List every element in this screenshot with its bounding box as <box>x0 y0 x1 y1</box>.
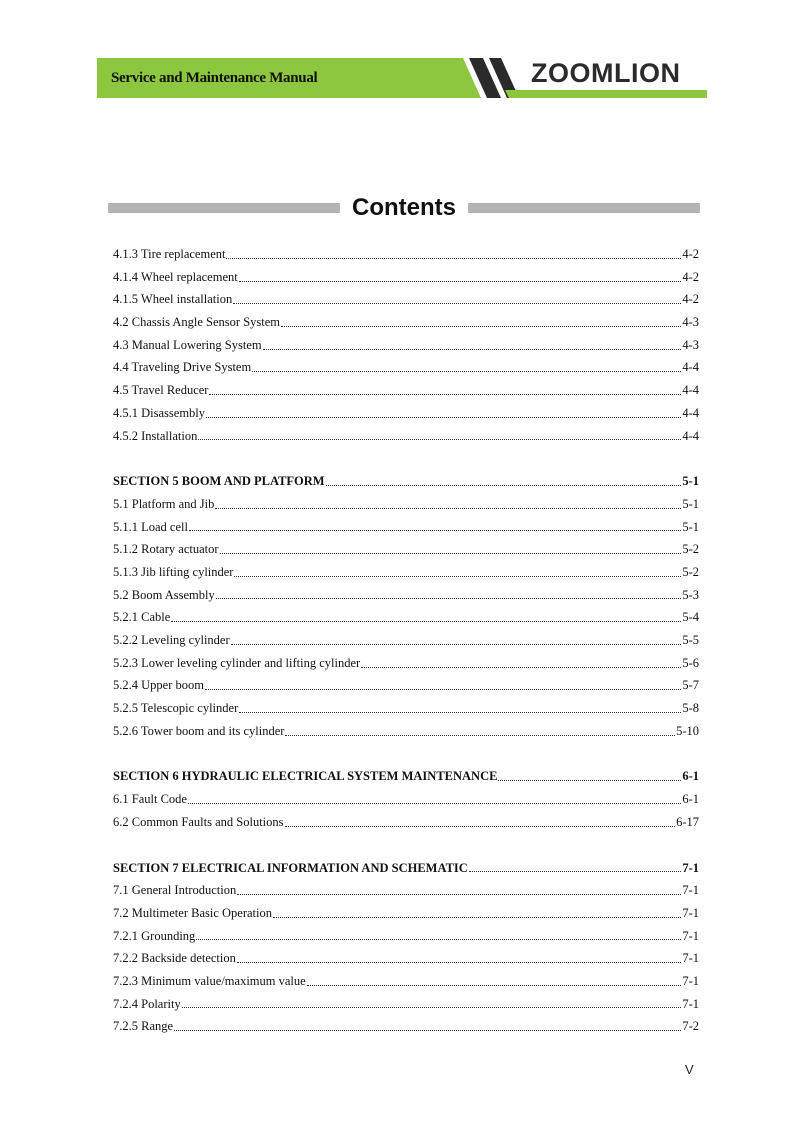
dot-leader <box>206 417 681 418</box>
toc-entry[interactable] <box>113 561 699 584</box>
dot-leader <box>188 803 681 804</box>
toc-entry-label: 4.5.2 Installation <box>113 428 198 443</box>
toc-entry-label: 4.1.3 Tire replacement <box>113 247 226 261</box>
toc-entry-page: 6-17 <box>676 814 699 829</box>
section-gap <box>113 742 699 765</box>
dot-leader <box>220 553 682 554</box>
dot-leader <box>205 689 681 690</box>
dot-leader <box>196 939 681 940</box>
toc-entry-page: 5-10 <box>676 723 699 738</box>
toc-entry-label: 4.3 Manual Lowering System <box>113 337 262 352</box>
section-gap <box>113 447 699 470</box>
toc-entry-page: 4-3 <box>682 337 699 352</box>
toc-entry-page: 7-1 <box>682 860 699 875</box>
toc-section-heading[interactable] <box>113 857 699 880</box>
toc-entry-page: 7-1 <box>682 928 699 943</box>
toc-entry-page: 5-2 <box>682 564 699 579</box>
toc-entry[interactable] <box>113 311 699 334</box>
toc-entry[interactable] <box>113 516 699 539</box>
toc-entry-page: 4-4 <box>682 405 699 420</box>
toc-entry-label: 4.2 Chassis Angle Sensor System <box>113 315 281 330</box>
toc-entry-label: 7.2 Multimeter Basic Operation <box>113 905 272 920</box>
dot-leader <box>239 712 681 713</box>
toc-section-heading[interactable] <box>113 765 699 788</box>
toc-entry[interactable] <box>113 538 699 561</box>
toc-entry-label: 7.2.2 Backside detection <box>113 951 236 966</box>
heading-bar-right <box>468 203 700 213</box>
toc-entry-label: 7.2.4 Polarity <box>113 996 181 1011</box>
toc-entry[interactable] <box>113 379 699 402</box>
toc-entry-label: SECTION 7 ELECTRICAL INFORMATION AND SCHEMATIC <box>113 860 468 875</box>
toc-entry[interactable] <box>113 243 699 266</box>
dot-leader <box>498 780 681 781</box>
toc-entry-label: 6.2 Common Faults and Solutions <box>113 814 284 829</box>
dot-leader <box>273 917 681 918</box>
toc-entry[interactable] <box>113 993 699 1016</box>
dot-leader <box>182 1007 682 1008</box>
dot-leader <box>216 598 682 599</box>
toc-entry-page: 5-7 <box>682 678 699 693</box>
toc-entry-label: 4.1.5 Wheel installation <box>113 292 233 307</box>
toc-entry-label: 5.2.2 Leveling cylinder <box>113 633 230 647</box>
toc-entry-label: 5.2 Boom Assembly <box>113 587 215 602</box>
toc-entry-label: 7.2.1 Grounding <box>113 928 196 943</box>
toc-entry-label: 5.2.5 Telescopic cylinder <box>113 701 239 716</box>
toc-entry[interactable] <box>113 811 699 834</box>
toc-entry-label: SECTION 6 HYDRAULIC ELECTRICAL SYSTEM MAINTENANCE <box>113 769 498 784</box>
toc-entry-page: 4-2 <box>682 292 699 307</box>
toc-entry[interactable] <box>113 697 699 720</box>
dot-leader <box>361 667 681 668</box>
dot-leader <box>231 644 682 645</box>
toc-entry-label: 5.1 Platform and Jib <box>113 496 215 511</box>
dot-leader <box>234 576 681 577</box>
toc-entry[interactable] <box>113 652 699 675</box>
toc-entry-label: 4.5.1 Disassembly <box>113 405 206 420</box>
dot-leader <box>174 1030 681 1031</box>
toc-entry[interactable] <box>113 402 699 425</box>
toc-entry-page: 6-1 <box>682 769 699 784</box>
toc-entry-label: 5.2.6 Tower boom and its cylinder <box>113 723 285 738</box>
toc-entry-label: 7.2.3 Minimum value/maximum value <box>113 973 306 988</box>
dot-leader <box>198 439 681 440</box>
toc-entry-label: 5.2.3 Lower leveling cylinder and lifting cylinder <box>113 655 361 670</box>
toc-entry-page: 7-1 <box>682 905 699 920</box>
dot-leader <box>209 394 681 395</box>
toc-entry-label: 4.4 Traveling Drive System <box>113 360 252 375</box>
toc-entry-page: 5-3 <box>682 587 699 602</box>
toc-entry-page: 4-3 <box>682 315 699 330</box>
contents-heading <box>108 194 700 222</box>
dot-leader <box>233 303 681 304</box>
table-of-contents <box>113 243 699 1038</box>
page-header <box>97 58 707 98</box>
toc-entry-label: 7.2.5 Range <box>113 1019 174 1034</box>
toc-entry-page: 7-1 <box>682 951 699 966</box>
toc-entry[interactable] <box>113 925 699 948</box>
toc-entry[interactable] <box>113 879 699 902</box>
dot-leader <box>171 621 681 622</box>
toc-entry[interactable] <box>113 629 699 652</box>
toc-entry-page: 5-1 <box>682 519 699 534</box>
toc-entry-label: 7.1 General Introduction <box>113 883 237 898</box>
dot-leader <box>189 530 681 531</box>
dot-leader <box>252 371 681 372</box>
section-gap <box>113 834 699 857</box>
dot-leader <box>239 281 682 282</box>
toc-entry-page: 7-1 <box>682 996 699 1011</box>
toc-entry[interactable] <box>113 788 699 811</box>
toc-entry[interactable] <box>113 584 699 607</box>
toc-entry-label: 4.1.4 Wheel replacement <box>113 269 238 284</box>
toc-entry-label: 4.5 Travel Reducer <box>113 383 209 398</box>
toc-entry-label: 6.1 Fault Code <box>113 792 187 807</box>
toc-entry[interactable] <box>113 1015 699 1038</box>
toc-entry-page: 4-2 <box>682 247 699 261</box>
dot-leader <box>263 349 682 350</box>
toc-entry[interactable] <box>113 674 699 697</box>
toc-entry-page: 4-4 <box>682 360 699 375</box>
toc-entry-page: 5-8 <box>682 701 699 716</box>
toc-entry-page: 4-4 <box>682 383 699 398</box>
toc-entry-page: 7-2 <box>682 1019 699 1034</box>
toc-entry-page: 6-1 <box>682 792 699 807</box>
dot-leader <box>469 871 682 872</box>
dot-leader <box>237 962 681 963</box>
toc-entry-page: 7-1 <box>682 883 699 898</box>
toc-entry[interactable] <box>113 425 699 448</box>
toc-entry-page: 4-4 <box>682 428 699 443</box>
toc-entry-label: 5.1.2 Rotary actuator <box>113 542 219 557</box>
toc-entry[interactable] <box>113 720 699 743</box>
toc-entry-page: 5-2 <box>682 542 699 557</box>
page-title: Contents <box>352 194 456 221</box>
toc-entry[interactable] <box>113 902 699 925</box>
dot-leader <box>281 326 681 327</box>
toc-entry[interactable] <box>113 606 699 629</box>
heading-bar-left <box>108 203 340 213</box>
manual-title: Service and Maintenance Manual <box>111 70 318 86</box>
dot-leader <box>326 485 682 486</box>
dot-leader <box>237 894 681 895</box>
brand-logo: ZOOMLION <box>531 58 681 88</box>
toc-entry-page: 5-6 <box>682 655 699 670</box>
toc-entry[interactable] <box>113 970 699 993</box>
dot-leader <box>285 735 675 736</box>
toc-entry[interactable] <box>113 288 699 311</box>
dot-leader <box>215 508 681 509</box>
toc-entry-label: 5.1.3 Jib lifting cylinder <box>113 564 234 579</box>
toc-entry[interactable] <box>113 356 699 379</box>
dot-leader <box>285 826 676 827</box>
toc-entry-page: 5-4 <box>682 610 699 625</box>
toc-entry-label: 5.2.4 Upper boom <box>113 678 204 693</box>
toc-entry-label: SECTION 5 BOOM AND PLATFORM <box>113 474 325 489</box>
toc-entry-page: 5-1 <box>682 474 699 489</box>
toc-entry-page: 5-5 <box>682 633 699 647</box>
toc-entry[interactable] <box>113 266 699 289</box>
dot-leader <box>307 985 682 986</box>
toc-entry[interactable] <box>113 947 699 970</box>
toc-entry-label: 5.2.1 Cable <box>113 610 171 625</box>
toc-entry-page: 4-2 <box>682 269 699 284</box>
toc-entry-label: 5.1.1 Load cell <box>113 519 188 534</box>
page-number: V <box>685 1062 694 1077</box>
toc-section-heading[interactable] <box>113 470 699 493</box>
toc-entry[interactable] <box>113 334 699 357</box>
toc-entry-page: 7-1 <box>682 973 699 988</box>
dot-leader <box>226 258 681 259</box>
toc-entry-page: 5-1 <box>682 496 699 511</box>
toc-entry[interactable] <box>113 493 699 516</box>
